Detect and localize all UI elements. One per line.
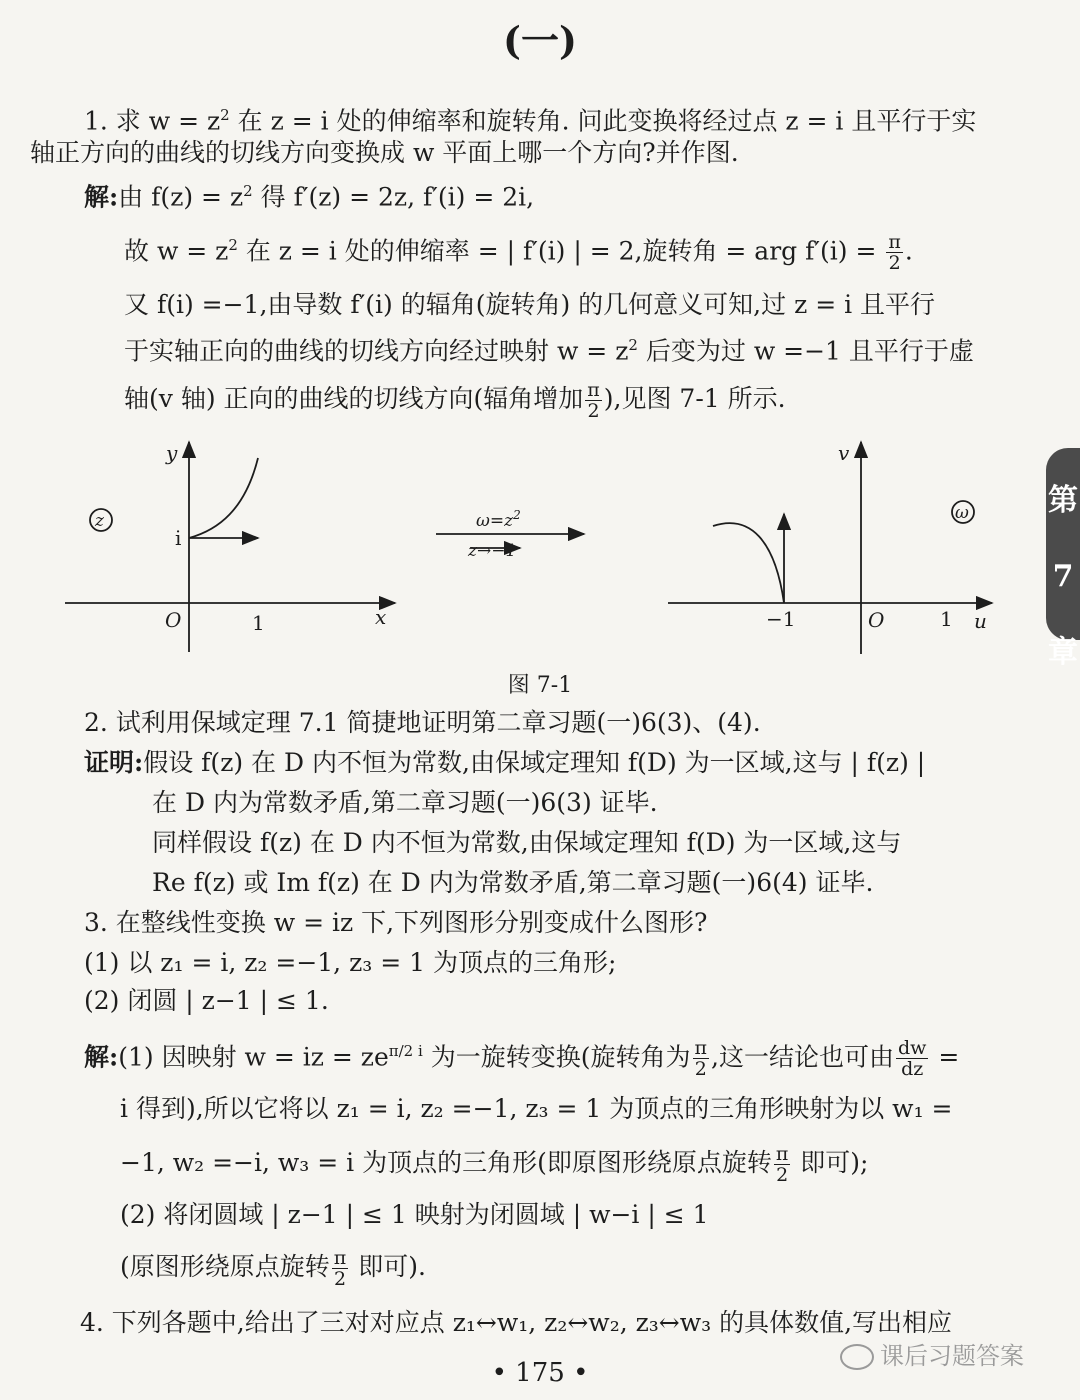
p2-line-1: 2. 试利用保域定理 7.1 简捷地证明第二章习题(一)6(3)、(4).: [84, 708, 761, 737]
fraction: $\frac{\pi}{2}$: [694, 1037, 707, 1081]
p3-solution-line-5: (原图形绕原点旋转 $\frac{\pi}{2}$ 即可).: [120, 1247, 426, 1290]
map-label-bottom: z→−1: [468, 541, 517, 561]
p1-solution-line-4: 于实轴正向的曲线的切线方向经过映射 $w = z^2$ 后变为过 w =−1 且平行于虚: [124, 336, 974, 366]
map-label-top: $\omega=z^2$: [476, 508, 521, 531]
page-number: • 175 •: [491, 1358, 589, 1388]
proof-label: 证明:: [84, 748, 144, 777]
solution-label: 解:: [84, 1042, 119, 1072]
p2-proof-line-1: 证明:假设 f(z) 在 D 内不恒为常数,由保域定理知 f(D) 为一区域,这与 | f(z) |: [84, 748, 926, 777]
solution-label: 解:: [84, 182, 119, 212]
watermark: 课后习题答案: [840, 1336, 1024, 1371]
p1-solution-line-2: 故 $w = z^2$ 在 z = i 处的伸缩率 = | f′(i) | = 2,旋转角 = arg f′(i) = $\frac{\pi}{2}$ .: [124, 231, 913, 275]
p3-line-2: (1) 以 z₁ = i, z₂ =−1, z₃ = 1 为顶点的三角形;: [84, 948, 617, 977]
fraction: $\frac{\pi}{2}$: [888, 231, 901, 275]
p3-line-3: (2) 闭圆 | z−1 | ≤ 1.: [84, 986, 329, 1015]
u-axis-label: u: [974, 609, 987, 633]
origin-label: O: [165, 608, 182, 632]
w-plane-label: ω: [955, 503, 969, 523]
fraction: $\frac{\pi}{2}$: [775, 1143, 789, 1186]
chapter-tab-char: 章: [1048, 635, 1078, 670]
p3-line-1: 3. 在整线性变换 w = iz 下,下列图形分别变成什么图形?: [84, 908, 708, 937]
tick-1: 1: [940, 607, 953, 631]
v-axis-label: v: [838, 441, 850, 465]
tick-i: i: [175, 526, 182, 550]
fraction: $\frac{\pi}{2}$: [333, 1247, 347, 1290]
fraction: $\frac{dw}{dz}$: [897, 1037, 927, 1081]
y-axis-label: y: [166, 441, 178, 465]
chapter-tab-char: 7: [1052, 559, 1074, 594]
p4-line-1: 4. 下列各题中,给出了三对对应点 z₁↔w₁, z₂↔w₂, z₃↔w₃ 的具体数值,写出相应: [80, 1308, 953, 1337]
p1-solution-line-3: 又 f(i) =−1,由导数 f′(i) 的辐角(旋转角) 的几何意义可知,过 z = i 且平行: [124, 290, 936, 319]
p1-solution-line-1: 解:由 $f(z) = z^2$ 得 f′(z) = 2z, f′(i) = 2i,: [84, 182, 535, 212]
z-plane-label: z: [95, 511, 104, 531]
p2-proof-line-2: 在 D 内为常数矛盾,第二章习题(一)6(3) 证毕.: [152, 788, 658, 817]
p3-solution-line-3: −1, w₂ =−i, w₃ = i 为顶点的三角形(即原图形绕原点旋转 $\frac{\pi}{2}$ 即可);: [120, 1143, 869, 1186]
tick-neg1: −1: [766, 607, 796, 631]
p2-proof-line-4: Re f(z) 或 Im f(z) 在 D 内为常数矛盾,第二章习题(一)6(4) 证毕.: [152, 868, 874, 897]
p1-line-1: 1. 求 $w = z^2$ 在 z = i 处的伸缩率和旋转角. 问此变换将经过点 z = i 且平行于实: [84, 106, 977, 136]
wechat-icon: [840, 1344, 874, 1370]
p3-solution-line-4: (2) 将闭圆域 | z−1 | ≤ 1 映射为闭圆域 | w−i | ≤ 1: [120, 1200, 709, 1229]
fraction: $\frac{\pi}{2}$: [587, 379, 600, 422]
section-title: (一): [503, 18, 577, 63]
x-axis-label: x: [375, 605, 387, 629]
figure-7-1: [0, 430, 1040, 670]
p3-solution-line-1: 解:(1) 因映射 w = iz = $ze^{\pi/2 i}$ 为一旋转变换(旋转角为 $\frac{\pi}{2}$ ,这一结论也可由 $\frac{dw}{dz}$ =: [84, 1037, 960, 1081]
p1-solution-line-5: 轴(v 轴) 正向的曲线的切线方向(辐角增加 $\frac{\pi}{2}$ ),见图 7-1 所示.: [124, 379, 786, 422]
chapter-tab: [1046, 448, 1080, 670]
chapter-tab-char: 第: [1048, 483, 1078, 518]
figure-caption: 图 7-1: [507, 673, 573, 698]
origin-label: O: [868, 608, 885, 632]
p2-proof-line-3: 同样假设 f(z) 在 D 内不恒为常数,由保域定理知 f(D) 为一区域,这与: [152, 828, 902, 857]
p3-solution-line-2: i 得到),所以它将以 z₁ = i, z₂ =−1, z₃ = 1 为顶点的三角形映射为以 w₁ =: [120, 1094, 953, 1123]
tick-1: 1: [252, 611, 265, 635]
p1-line-2: 轴正方向的曲线的切线方向变换成 w 平面上哪一个方向?并作图.: [30, 138, 739, 167]
